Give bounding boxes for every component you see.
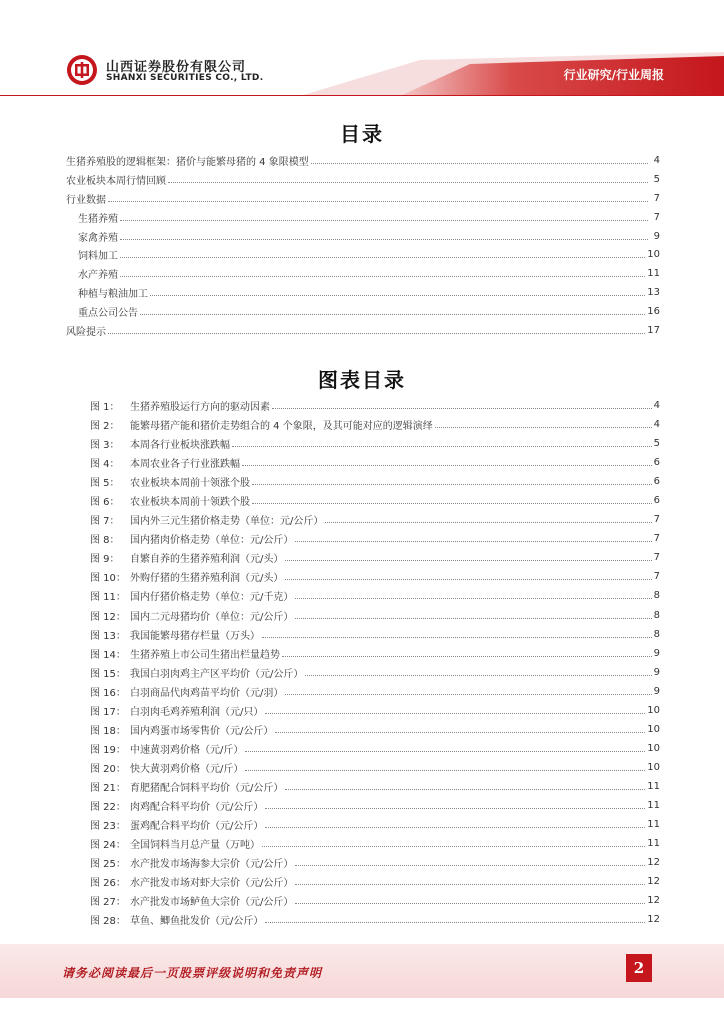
dot-leader <box>305 675 651 676</box>
figure-caption: 全国饲料当月总产量（万吨） <box>130 840 260 852</box>
figure-caption: 国内仔猪价格走势（单位：元/千克） <box>130 592 294 604</box>
figure-number: 图 23： <box>90 821 126 833</box>
dot-leader <box>262 846 645 847</box>
toc-entry-page: 9 <box>653 230 660 242</box>
dot-leader <box>295 541 651 542</box>
figure-entry[interactable] <box>90 548 660 567</box>
figure-entry[interactable] <box>90 453 660 472</box>
dot-leader <box>295 903 645 904</box>
figure-entry[interactable] <box>90 606 660 625</box>
toc-entry[interactable] <box>66 189 660 208</box>
toc-title: 目录 <box>340 122 384 146</box>
figure-number: 图 15： <box>90 668 126 680</box>
toc-entry[interactable] <box>66 264 660 283</box>
figure-list <box>90 396 660 929</box>
figure-caption: 水产批发市场对虾大宗价（元/公斤） <box>130 878 294 890</box>
dot-leader <box>272 408 652 409</box>
figure-number: 图 4： <box>90 459 120 471</box>
toc-entry-label: 生猪养殖股的逻辑框架：猪价与能繁母猪的 4 象限模型 <box>66 156 309 168</box>
figure-number: 图 5： <box>90 478 120 490</box>
toc-entry[interactable] <box>66 151 660 170</box>
figure-page: 10 <box>647 704 660 716</box>
toc-entry-label: 行业数据 <box>66 194 106 206</box>
dot-leader <box>242 465 652 466</box>
dot-leader <box>295 618 651 619</box>
dot-leader <box>120 276 645 277</box>
figure-number: 图 9： <box>90 554 120 566</box>
dot-leader <box>108 201 648 202</box>
figure-page: 8 <box>653 628 660 640</box>
figure-caption: 外购仔猪的生猪养殖利润（元/头） <box>130 573 284 585</box>
figure-number: 图 14： <box>90 649 126 661</box>
figure-number: 图 25： <box>90 859 126 871</box>
figure-page: 12 <box>647 895 660 907</box>
figure-number: 图 18： <box>90 725 126 737</box>
figure-caption: 白羽商品代肉鸡苗平均价（元/羽） <box>130 687 284 699</box>
figure-caption: 肉鸡配合料平均价（元/公斤） <box>130 802 264 813</box>
figure-entry[interactable] <box>90 567 660 586</box>
toc-entry-page: 4 <box>653 154 660 166</box>
figure-page: 5 <box>653 438 660 450</box>
figure-page: 7 <box>653 552 660 564</box>
figure-number: 图 8： <box>90 535 120 547</box>
figure-page: 7 <box>653 533 660 545</box>
figure-caption: 生猪养殖上市公司生猪出栏量趋势 <box>130 649 280 661</box>
dot-leader <box>245 770 645 771</box>
figure-number: 图 24： <box>90 840 126 852</box>
figure-caption: 国内猪肉价格走势（单位：元/公斤） <box>130 535 294 547</box>
dot-leader <box>252 484 652 485</box>
figure-caption: 白羽肉毛鸡养殖利润（元/只） <box>130 706 264 718</box>
dot-leader <box>120 239 648 240</box>
dot-leader <box>295 865 645 866</box>
dot-leader <box>265 827 645 828</box>
toc-entry-page: 11 <box>647 268 660 280</box>
figure-caption: 农业板块本周前十领涨个股 <box>130 478 250 490</box>
figure-number: 图 20： <box>90 763 126 775</box>
figure-page: 7 <box>653 514 660 526</box>
figure-caption: 水产批发市场鲈鱼大宗价（元/公斤） <box>130 897 294 909</box>
figure-page: 9 <box>653 685 660 697</box>
figure-entry[interactable] <box>90 586 660 605</box>
dot-leader <box>265 922 645 923</box>
toc-entry-page: 7 <box>653 192 660 204</box>
figure-page: 8 <box>653 590 660 602</box>
figure-entry[interactable] <box>90 396 660 415</box>
toc-entry-page: 17 <box>647 324 660 336</box>
figure-page: 4 <box>653 400 660 412</box>
figure-caption: 我国能繁母猪存栏量（万头） <box>130 630 260 642</box>
figure-number: 图 21： <box>90 782 126 794</box>
figure-page: 12 <box>647 914 660 926</box>
figure-entry[interactable] <box>90 663 660 682</box>
figure-caption: 国内二元母猪均价（单位：元/公斤） <box>130 611 294 623</box>
figure-page: 10 <box>647 761 660 773</box>
dot-leader <box>245 751 645 752</box>
toc-entry[interactable] <box>66 302 660 321</box>
figure-caption: 育肥猪配合饲料平均价（元/公斤） <box>130 782 284 794</box>
figure-entry[interactable] <box>90 739 660 758</box>
figure-page: 6 <box>653 476 660 488</box>
company-name-cn: 山西证券股份有限公司 <box>106 60 247 75</box>
figure-entry[interactable] <box>90 644 660 663</box>
dot-leader <box>150 295 645 296</box>
toc-entry-page: 7 <box>653 211 660 223</box>
toc-list <box>66 151 660 340</box>
figure-entry[interactable] <box>90 701 660 720</box>
toc-entry[interactable] <box>66 245 660 264</box>
report-type-tag: 行业研究/行业周报 <box>563 68 664 82</box>
figure-caption: 快大黄羽鸡价格（元/斤） <box>130 763 244 775</box>
figure-number: 图 28： <box>90 916 126 928</box>
figure-number: 图 3： <box>90 440 120 452</box>
figure-caption: 水产批发市场海参大宗价（元/公斤） <box>130 859 294 871</box>
toc-entry[interactable] <box>66 170 660 189</box>
figure-entry[interactable] <box>90 529 660 548</box>
figure-page: 8 <box>653 609 660 621</box>
figure-page: 11 <box>647 838 660 850</box>
toc-entry-label: 种植与粮油加工 <box>78 289 148 301</box>
dot-leader <box>120 257 645 258</box>
figure-page: 11 <box>647 800 660 811</box>
figure-page: 10 <box>647 723 660 735</box>
figure-entry[interactable] <box>90 682 660 701</box>
figure-page: 11 <box>647 819 660 831</box>
figure-number: 图 12： <box>90 611 126 623</box>
disclaimer-notice: 请务必阅读最后一页股票评级说明和免责声明 <box>62 966 323 980</box>
figure-entry[interactable] <box>90 834 660 853</box>
toc-entry-label: 水产养殖 <box>78 270 118 282</box>
figure-entry[interactable] <box>90 415 660 434</box>
figure-page: 11 <box>647 780 660 792</box>
figure-entry[interactable] <box>90 434 660 453</box>
figure-caption: 蛋鸡配合料平均价（元/公斤） <box>130 821 264 833</box>
figure-caption: 草鱼、鲫鱼批发价（元/公斤） <box>130 916 264 928</box>
figure-caption: 自繁自养的生猪养殖利润（元/头） <box>130 554 284 566</box>
dot-leader <box>325 522 651 523</box>
figure-caption: 能繁母猪产能和猪价走势组合的 4 个象限，及其可能对应的逻辑演绎 <box>130 421 433 433</box>
toc-entry[interactable] <box>66 208 660 227</box>
toc-entry-page: 5 <box>653 173 660 185</box>
figure-entry[interactable] <box>90 796 660 815</box>
dot-leader <box>120 220 648 221</box>
figure-entry[interactable] <box>90 910 660 929</box>
dot-leader <box>285 560 651 561</box>
page-number: 2 <box>626 954 652 982</box>
dot-leader <box>232 446 652 447</box>
figure-entry[interactable] <box>90 815 660 834</box>
dot-leader <box>282 656 652 657</box>
dot-leader <box>265 808 645 809</box>
figure-page: 9 <box>653 666 660 678</box>
figure-page: 9 <box>653 647 660 659</box>
figure-entry[interactable] <box>90 777 660 796</box>
figure-caption: 生猪养殖股运行方向的驱动因素 <box>130 402 270 414</box>
toc-entry-label: 生猪养殖 <box>78 213 118 225</box>
figure-entry[interactable] <box>90 625 660 644</box>
figure-entry[interactable] <box>90 720 660 739</box>
dot-leader <box>252 503 652 504</box>
figure-caption: 中速黄羽鸡价格（元/斤） <box>130 744 244 756</box>
figure-page: 7 <box>653 571 660 583</box>
figure-entry[interactable] <box>90 472 660 491</box>
figure-caption: 本周农业各子行业涨跌幅 <box>130 459 240 471</box>
figure-list-title: 图表目录 <box>318 368 406 392</box>
figure-number: 图 27： <box>90 897 126 909</box>
figure-number: 图 11： <box>90 592 126 604</box>
figure-number: 图 22： <box>90 802 126 813</box>
figure-entry[interactable] <box>90 872 660 891</box>
page-footer <box>0 944 724 998</box>
figure-page: 6 <box>653 457 660 469</box>
figure-entry[interactable] <box>90 891 660 910</box>
toc-entry-page: 13 <box>647 287 660 299</box>
toc-entry-page: 10 <box>647 249 660 261</box>
toc-entry[interactable] <box>66 321 660 340</box>
figure-number: 图 7： <box>90 516 120 528</box>
dot-leader <box>435 427 652 428</box>
figure-caption: 国内外三元生猪价格走势（单位：元/公斤） <box>130 516 324 528</box>
figure-caption: 我国白羽肉鸡主产区平均价（元/公斤） <box>130 668 304 680</box>
toc-entry-label: 风险提示 <box>66 326 106 338</box>
figure-number: 图 6： <box>90 497 120 509</box>
company-name-en: SHANXI SECURITIES CO., LTD. <box>106 73 264 83</box>
figure-page: 4 <box>653 419 660 431</box>
figure-page: 12 <box>647 857 660 869</box>
dot-leader <box>311 163 648 164</box>
figure-number: 图 2： <box>90 421 120 433</box>
figure-page: 12 <box>647 876 660 888</box>
dot-leader <box>295 884 645 885</box>
toc-entry-page: 16 <box>647 306 660 318</box>
toc-entry-label: 家禽养殖 <box>78 232 118 244</box>
dot-leader <box>108 333 645 334</box>
figure-entry[interactable] <box>90 491 660 510</box>
figure-entry[interactable] <box>90 853 660 872</box>
figure-number: 图 26： <box>90 878 126 890</box>
figure-entry[interactable] <box>90 758 660 777</box>
figure-number: 图 17： <box>90 706 126 718</box>
toc-entry-label: 饲料加工 <box>78 251 118 263</box>
figure-number: 图 13： <box>90 630 126 642</box>
figure-number: 图 19： <box>90 744 126 756</box>
dot-leader <box>262 637 652 638</box>
figure-entry[interactable] <box>90 510 660 529</box>
dot-leader <box>285 789 645 790</box>
figure-number: 图 10： <box>90 573 126 585</box>
dot-leader <box>285 579 651 580</box>
dot-leader <box>265 713 645 714</box>
toc-entry[interactable] <box>66 227 660 246</box>
figure-page: 6 <box>653 495 660 507</box>
figure-caption: 本周各行业板块涨跌幅 <box>130 440 230 452</box>
figure-number: 图 1： <box>90 402 120 414</box>
figure-caption: 国内鸡蛋市场零售价（元/公斤） <box>130 725 274 737</box>
dot-leader <box>275 732 645 733</box>
figure-number: 图 16： <box>90 687 126 699</box>
page-header <box>0 0 724 96</box>
figure-caption: 农业板块本周前十领跌个股 <box>130 497 250 509</box>
dot-leader <box>295 598 651 599</box>
toc-entry-label: 农业板块本周行情回顾 <box>66 175 166 187</box>
toc-entry[interactable] <box>66 283 660 302</box>
company-logo-icon <box>66 54 98 86</box>
dot-leader <box>168 182 648 183</box>
dot-leader <box>285 694 651 695</box>
figure-page: 10 <box>647 742 660 754</box>
toc-entry-label: 重点公司公告 <box>78 308 138 320</box>
dot-leader <box>140 314 645 315</box>
